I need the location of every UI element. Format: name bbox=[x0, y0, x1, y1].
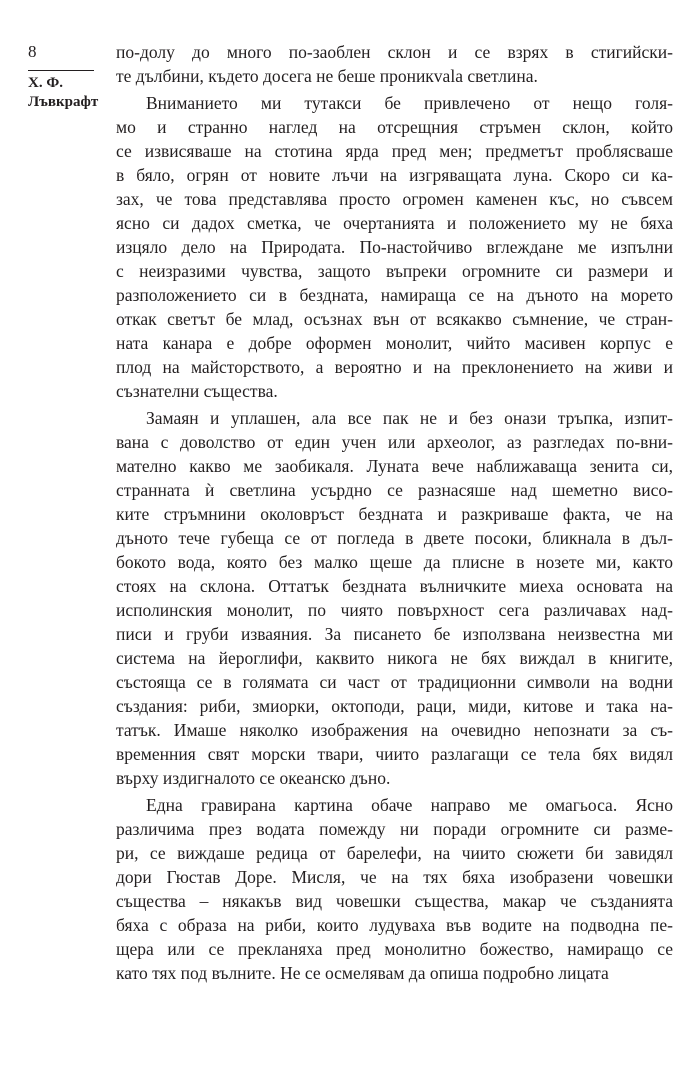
text-line: Замаян и уплашен, ала все пак не и без онази тръпка, изпит- bbox=[146, 408, 673, 428]
text-line: татък. Имаше няколко изображения на очевидно непознати за съ- bbox=[116, 720, 673, 740]
text-line: в бяло, огрян от новите лъчи на изгряващата луна. Скоро си ка- bbox=[116, 165, 673, 185]
text-line: като тях под вълните. Не се осмелявам да опиша подробно лицата bbox=[116, 963, 609, 983]
text-line: върху издигналото се океанско дъно. bbox=[116, 768, 391, 788]
text-line: бяха с образа на риби, които лудуваха във водите на подводна пе- bbox=[116, 915, 673, 935]
paragraph bbox=[116, 40, 673, 88]
text-line: дъното тече губеща се от погледа в двете посоки, бликнала в дъл- bbox=[116, 528, 673, 548]
author-name-line-2: Лъвкрафт bbox=[28, 94, 99, 110]
text-line: мо и странно наглед на отсрещния стръмен склон, който bbox=[116, 117, 673, 137]
text-line: с неизразими чувства, защото въпреки огромните си размери и bbox=[116, 261, 673, 281]
paragraph bbox=[116, 91, 673, 403]
text-line: ната канара е добре оформен монолит, чийто масивен корпус е bbox=[116, 333, 673, 353]
margin-divider bbox=[28, 70, 94, 71]
text-line: изцяло дело на Природата. По-настойчиво вглеждане ме изпълни bbox=[116, 237, 673, 257]
text-line: съзнателни същества. bbox=[116, 381, 278, 401]
text-line: стоях на склона. Оттатък бездната вълничките миеха основата на bbox=[116, 576, 673, 596]
paragraph bbox=[116, 406, 673, 790]
text-line: ките стръмнини околовръст бездната и разкриваше факта, че на bbox=[116, 504, 673, 524]
text-line: плод на майсторството, а вероятно и на преклонението на живи и bbox=[116, 357, 673, 377]
page-number: 8 bbox=[28, 42, 37, 61]
text-line: бокото вода, която без малко щеше да плисне в нозете ми, както bbox=[116, 552, 673, 572]
text-line: разположението си в бездната, намираща се на дъното на морето bbox=[116, 285, 673, 305]
text-line: състояща се в голямата си част от традиционни символи на водни bbox=[116, 672, 673, 692]
text-line: по-долу до много по-заоблен склон и се взрях в стигийски- bbox=[116, 42, 673, 62]
text-line: откак светът бе млад, осъзнах вън от всякакво съмнение, че стран- bbox=[116, 309, 673, 329]
text-line: се извисяваше на стотина ярда пред мен; предметът проблясваше bbox=[116, 141, 673, 161]
text-line: зах, че това представлява просто огромен каменен къс, но съвсем bbox=[116, 189, 673, 209]
text-line: система на йероглифи, каквито никога не бях виждал в книгите, bbox=[116, 648, 673, 668]
paragraph bbox=[116, 793, 673, 985]
text-line: писи и груби изваяния. За писането бе използвана неизвестна ми bbox=[116, 624, 673, 644]
text-line: ри, се виждаше редица от барелефи, на чиито сюжети би завидял bbox=[116, 843, 673, 863]
text-line: мателно какво ме заобикаля. Луната вече наближаваща зенита си, bbox=[116, 456, 673, 476]
author-name-line-1: Х. Ф. bbox=[28, 75, 63, 91]
text-line: ясно си дадох сметка, че очертанията и положението му не бяха bbox=[116, 213, 673, 233]
text-line: дори Гюстав Доре. Мисля, че на тях бяха изобразени човешки bbox=[116, 867, 673, 887]
text-line: създания: риби, змиорки, октоподи, раци, миди, китове и така на- bbox=[116, 696, 673, 716]
text-line: различима през водата помежду ни поради огромните си разме- bbox=[116, 819, 673, 839]
text-line: същества – някакъв вид човешки същества, макар че създанията bbox=[116, 891, 673, 911]
margin-header bbox=[28, 40, 99, 112]
body-text bbox=[116, 40, 673, 985]
text-line: временния свят морски твари, чиито разлагащи се тела бях видял bbox=[116, 744, 673, 764]
text-line: Вниманието ми тутакси бе привлечено от нещо голя- bbox=[146, 93, 673, 113]
text-line: странната ѝ светлина усърдно се разнасяше над шеметно висо- bbox=[116, 480, 673, 500]
text-line: исполинския монолит, по чиято повърхност сега различавах над- bbox=[116, 600, 673, 620]
text-line: щера или се прекланяха пред монолитно божество, намиращо се bbox=[116, 939, 673, 959]
text-line: те дълбини, където досега не беше проникvala светлина. bbox=[116, 66, 538, 86]
text-line: вана с доволство от един учен или археолог, аз разгледах по-вни- bbox=[116, 432, 673, 452]
text-line: Една гравирана картина обаче направо ме омагьоса. Ясно bbox=[146, 795, 673, 815]
